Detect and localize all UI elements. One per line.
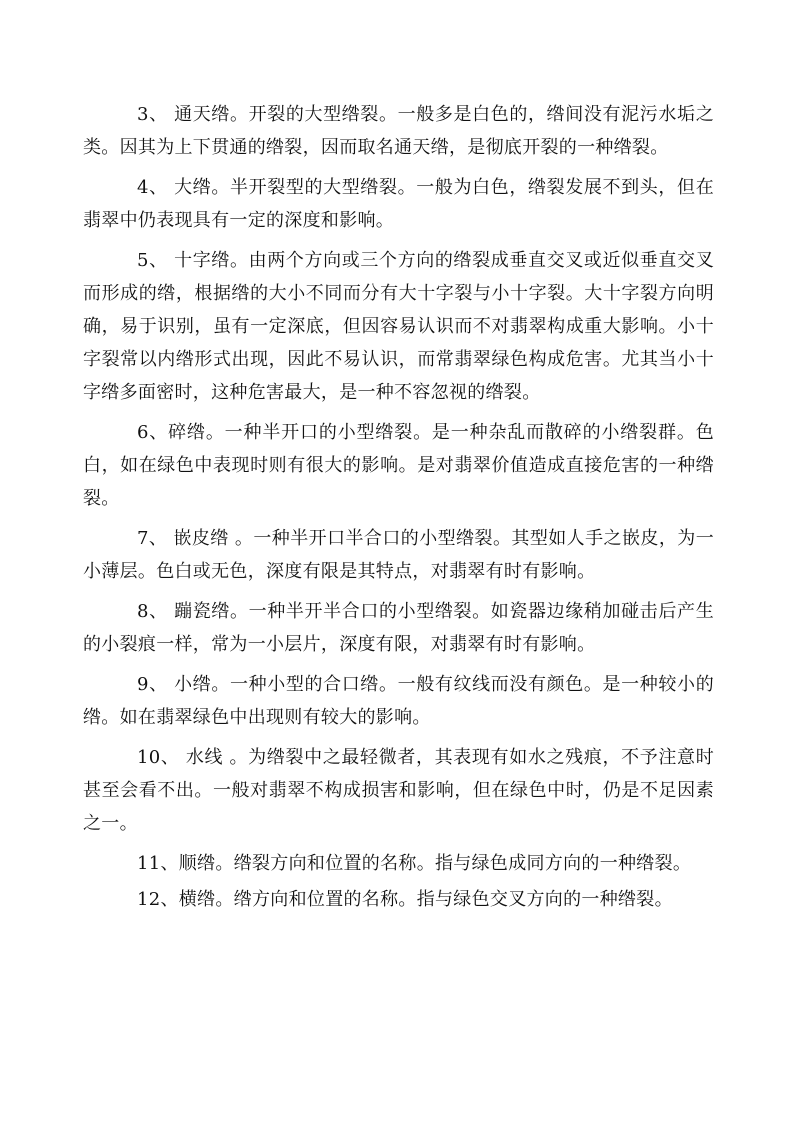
paragraph-item-8: 8、 蹦瓷绺。一种半开半合口的小型绺裂。如瓷器边缘稍加碰击后产生的小裂痕一样，常为一小层片，深度有限，对翡翠有时有影响。 bbox=[83, 601, 714, 655]
paragraph-item-7: 7、 嵌皮绺 。一种半开口半合口的小型绺裂。其型如人手之嵌皮，为一小薄层。色白或无色，深度有限是其特点，对翡翠有时有影响。 bbox=[83, 528, 714, 582]
paragraph-item-4: 4、 大绺。半开裂型的大型绺裂。一般为白色，绺裂发展不到头，但在翡翠中仍表现具有一定的深度和影响。 bbox=[83, 177, 714, 231]
paragraph-item-9: 9、 小绺。一种小型的合口绺。一般有纹线而没有颜色。是一种较小的绺。如在翡翠绿色中出现则有较大的影响。 bbox=[83, 674, 714, 728]
paragraph-item-10: 10、 水线 。为绺裂中之最轻微者，其表现有如水之残痕，不予注意时甚至会看不出。一般对翡翠不构成损害和影响，但在绿色中时，仍是不足因素之一。 bbox=[83, 747, 714, 834]
paragraph-item-6: 6、碎绺。一种半开口的小型绺裂。是一种杂乱而散碎的小绺裂群。色白，如在绿色中表现时则有很大的影响。是对翡翠价值造成直接危害的一种绺裂。 bbox=[83, 422, 714, 509]
paragraph-item-3: 3、 通天绺。开裂的大型绺裂。一般多是白色的，绺间没有泥污水垢之类。因其为上下贯通的绺裂，因而取名通天绺，是彻底开裂的一种绺裂。 bbox=[83, 104, 714, 158]
paragraph-item-11: 11、顺绺。绺裂方向和位置的名称。指与绿色成同方向的一种绺裂。 bbox=[137, 853, 692, 874]
paragraph-item-12: 12、横绺。绺方向和位置的名称。指与绿色交叉方向的一种绺裂。 bbox=[137, 889, 673, 910]
paragraph-item-5: 5、 十字绺。由两个方向或三个方向的绺裂成垂直交叉或近似垂直交叉而形成的绺，根据绺的大小不同而分有大十字裂与小十字裂。大十字裂方向明确，易于识别，虽有一定深底，但因容易认识而不对翡翠构成重大影响。小十字裂常以内绺形式出现，因此不易认识，而常翡翠绿色构成危害。尤其当小十字绺多面密时，这种危害最大，是一种不容忽视的绺裂。 bbox=[83, 250, 714, 403]
